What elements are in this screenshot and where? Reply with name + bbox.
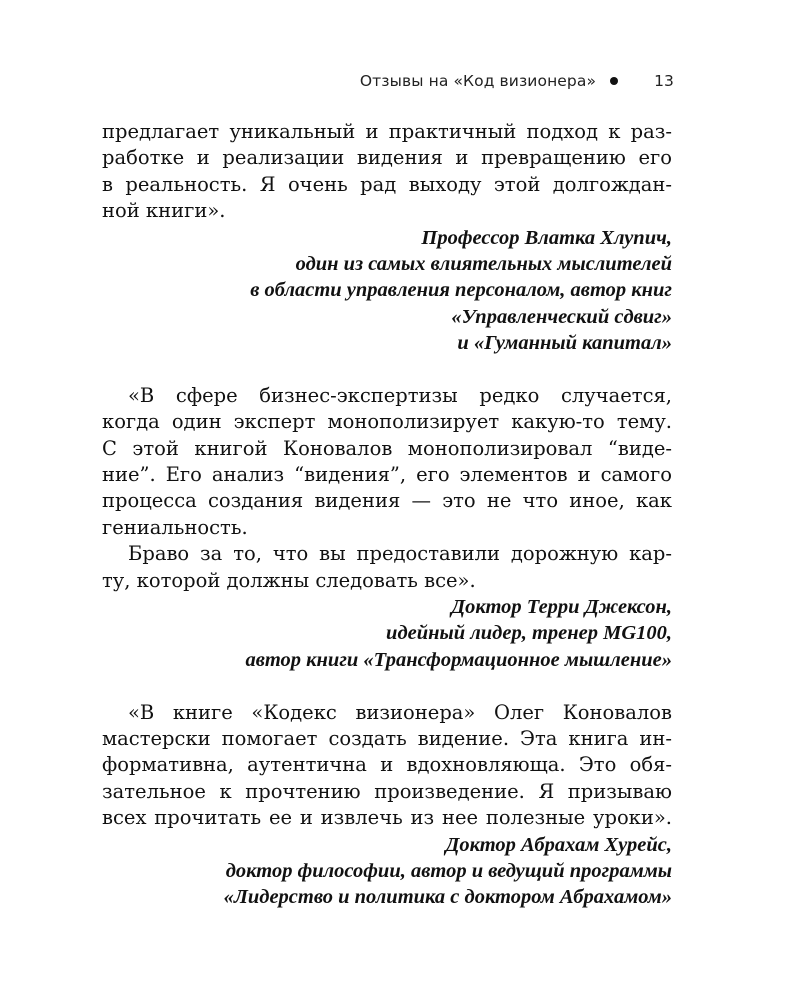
review-2-line: «В сфере бизнес-экспертизы редко случается, bbox=[128, 383, 672, 407]
review-2 bbox=[102, 383, 672, 673]
review-2-line: ту, которой должны следовать все». bbox=[102, 568, 476, 592]
attribution-line: Доктор Абрахам Хурейс, bbox=[445, 833, 672, 856]
review-3-attribution bbox=[102, 832, 672, 911]
attribution-line: один из самых влиятельных мыслителей bbox=[295, 252, 672, 275]
review-2-line: ние”. Его анализ “видения”, его элементов и самого bbox=[102, 463, 672, 487]
review-3-line: формативна, аутентична и вдохновляюща. Это обя- bbox=[102, 753, 672, 777]
page-number: 13 bbox=[654, 72, 674, 90]
attribution-line: Профессор Влатка Хлупич, bbox=[421, 226, 672, 249]
review-1-line: ной книги». bbox=[102, 199, 226, 223]
attribution-line: и «Гуманный капитал» bbox=[457, 332, 672, 355]
review-1 bbox=[102, 119, 672, 357]
review-3-line: всех прочитать ее и извлечь из нее полезные уроки». bbox=[102, 806, 672, 830]
review-2-line: процесса создания видения — это не что иное, как bbox=[102, 489, 672, 513]
review-1-line: предлагает уникальный и практичный подход к раз- bbox=[102, 120, 672, 143]
attribution-line: «Лидерство и политика с доктором Абрахамом» bbox=[223, 886, 672, 909]
page-header bbox=[360, 72, 674, 90]
attribution-line: доктор философии, автор и ведущий программы bbox=[225, 859, 672, 882]
attribution-line: идейный лидер, тренер MG100, bbox=[386, 622, 672, 645]
review-2-line: С этой книгой Коновалов монополизировал “виде- bbox=[102, 436, 672, 460]
running-title: Отзывы на «Код визионера» bbox=[359, 72, 597, 90]
review-3-line: «В книге «Кодекс визионера» Олег Коновалов bbox=[128, 700, 672, 724]
attribution-line: Доктор Терри Джексон, bbox=[451, 596, 672, 619]
review-3-line: зательное к прочтению произведение. Я призываю bbox=[102, 779, 672, 803]
review-3 bbox=[102, 700, 672, 911]
bullet-dot-icon bbox=[610, 77, 618, 85]
review-2-attribution bbox=[102, 594, 672, 673]
page-body bbox=[102, 119, 672, 911]
review-1-line: в реальность. Я очень рад выходу этой долгождан- bbox=[102, 172, 672, 196]
attribution-line: в области управления персоналом, автор книг bbox=[250, 279, 672, 302]
review-3-line: мастерски помогает создать видение. Эта книга ин- bbox=[102, 726, 672, 750]
section-spacer bbox=[102, 357, 672, 383]
review-1-attribution bbox=[102, 225, 672, 357]
review-2-line: когда один эксперт монополизирует какую-то тему. bbox=[102, 410, 672, 434]
review-2-line: гениальность. bbox=[102, 515, 248, 539]
review-2-line: Браво за то, что вы предоставили дорожную кар- bbox=[128, 542, 672, 566]
attribution-line: автор книги «Трансформационное мышление» bbox=[245, 648, 672, 671]
review-1-line: работке и реализации видения и превращению его bbox=[102, 146, 672, 170]
attribution-line: «Управленческий сдвиг» bbox=[451, 305, 672, 328]
section-spacer bbox=[102, 673, 672, 699]
